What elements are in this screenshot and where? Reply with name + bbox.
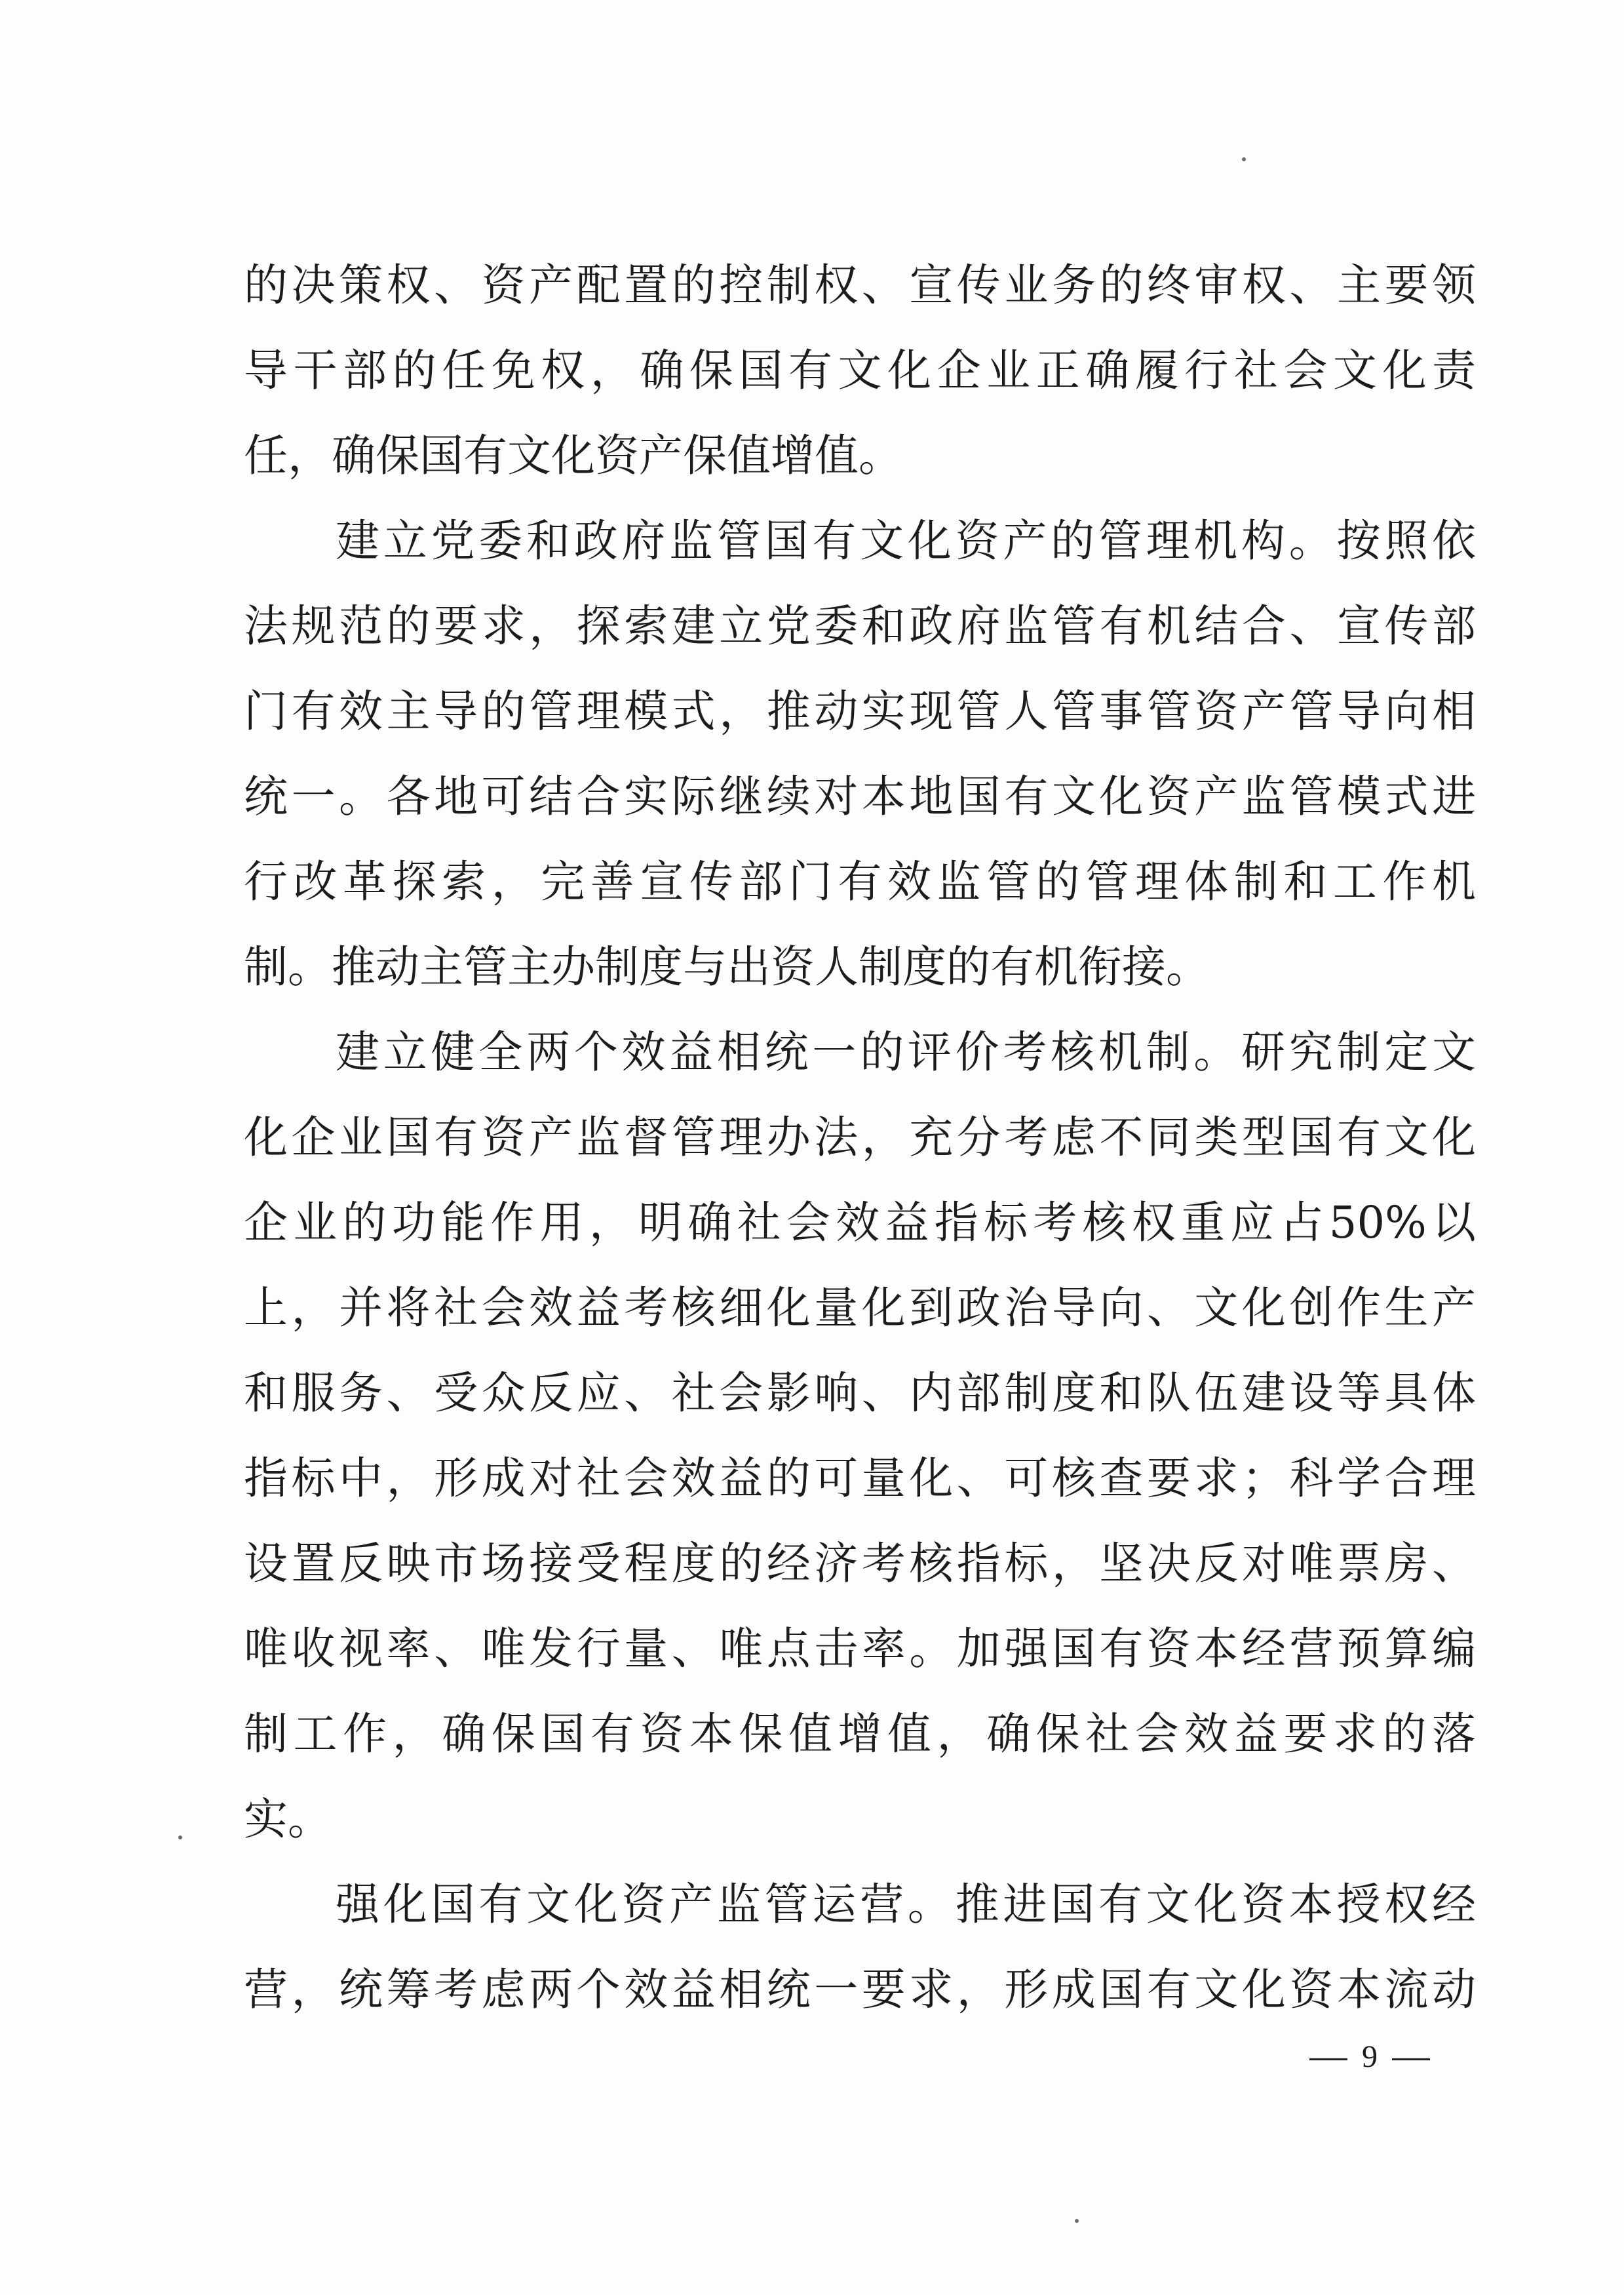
text-line: 实。 [244,1794,332,1845]
text-line: 门有效主导的管理模式，推动实现管人管事管资产管导向相 [244,686,1476,737]
text-line: 上，并将社会效益考核细化量化到政治导向、文化创作生产 [244,1282,1476,1333]
text-line: 设置反映市场接受程度的经济考核指标，坚决反对唯票房、 [244,1538,1476,1589]
text-line: 化企业国有资产监督管理办法，充分考虑不同类型国有文化 [244,1112,1476,1163]
text-line: 企业的功能作用，明确社会效益指标考核权重应占50%以 [244,1197,1476,1248]
page-number-value: 9 [1362,2039,1378,2074]
text-line: 的决策权、资产配置的控制权、宣传业务的终审权、主要领 [244,260,1476,311]
paragraph-start-line: 建立健全两个效益相统一的评价考核机制。研究制定文 [336,1027,1476,1078]
dash-left [1309,2058,1347,2060]
text-line: 和服务、受众反应、社会影响、内部制度和队伍建设等具体 [244,1367,1476,1419]
dash-right [1392,2058,1430,2060]
text-line: 任，确保国有文化资产保值增值。 [244,430,902,481]
body-text [244,243,1476,2032]
text-line: 法规范的要求，探索建立党委和政府监管有机结合、宣传部 [244,600,1476,652]
paragraph-start-line: 建立党委和政府监管国有文化资产的管理机构。按照依 [336,515,1476,566]
text-line: 营，统筹考虑两个效益相统一要求，形成国有文化资本流动 [244,1964,1476,2015]
scan-speck [1075,2219,1079,2223]
text-line: 指标中，形成对社会效益的可量化、可核查要求；科学合理 [244,1453,1476,1504]
paragraph-start-line: 强化国有文化资产监管运营。推进国有文化资本授权经 [336,1879,1476,1930]
scan-speck [178,1835,182,1839]
text-line: 制工作，确保国有资本保值增值，确保社会效益要求的落 [244,1708,1476,1759]
text-line: 统一。各地可结合实际继续对本地国有文化资产监管模式进 [244,771,1476,822]
text-line: 唯收视率、唯发行量、唯点击率。加强国有资本经营预算编 [244,1623,1476,1674]
text-line: 导干部的任免权，确保国有文化企业正确履行社会文化责 [244,345,1476,396]
scan-speck [1242,157,1246,161]
text-line: 行改革探索，完善宣传部门有效监管的管理体制和工作机 [244,856,1476,907]
text-line: 制。推动主管主办制度与出资人制度的有机衔接。 [244,941,1210,992]
page-number [1285,2039,1455,2075]
